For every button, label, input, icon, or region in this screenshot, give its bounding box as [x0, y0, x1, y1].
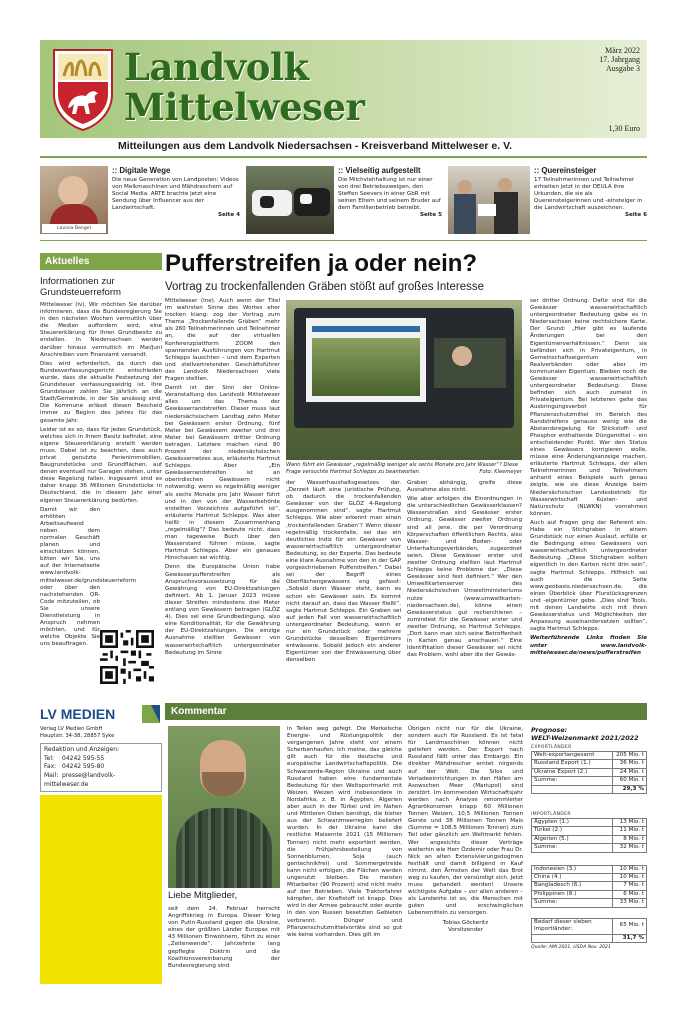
price: 1,30 Euro: [608, 124, 640, 133]
table-row: [532, 819, 647, 827]
brand-line-2: Mittelweser: [124, 85, 365, 129]
need-table: [531, 918, 647, 943]
teaser-title: :: Vielseitig aufgestellt: [338, 166, 421, 175]
issue-number: Ausgabe 3: [606, 64, 640, 73]
kommentar-signature: [408, 920, 523, 934]
row-label: Philippinen (8.): [532, 890, 613, 898]
row-value: 205 Mio. t: [613, 752, 647, 760]
issue-info: [560, 46, 640, 73]
row-label: [532, 934, 613, 942]
kommentar-paragraph: seit dem 24. Februar herrscht Angriffskrieg in Europa. Dieser Krieg von Putin-Russland gegen die Ukraine, eines der größten Länder Europas mit 43 Millionen Einwohnern, führt zu einer „Zeitenwende“. Jahrzehnte lang gepflegte Doktrin und die Koalitionsvereinbarung der Bundesregierung sind: [168, 906, 280, 969]
brand-line-1: Landvolk: [124, 45, 309, 89]
lv-medien-contact: [40, 743, 162, 792]
aktuelles-title: Informationen zur Grundsteuerreform: [40, 276, 122, 298]
row-value: 8 Mio. t: [613, 835, 647, 843]
table-row: [532, 760, 647, 768]
tel-label: Tel:: [44, 754, 55, 762]
teaser-page: Seite 4: [217, 212, 240, 218]
kommentar-column-1: [168, 906, 280, 972]
row-label: Summe:: [532, 777, 613, 785]
aktuelles-paragraph: Mittelweser (lv). Wir möchten Sie darüber informieren, dass die Bundesregierung Sie in den nächsten Wochen vermutlich über die Medien auffordern wird, eine Steuererklärung für Ihren Grundbesitz zu erstellen. In Niedersachsen werden darüber hinaus vermutlich im Mai/Juni Anschreiben vom Finanzamt versandt.: [40, 302, 162, 358]
importers-table-2: [531, 865, 647, 908]
row-value: 10 Mio. t: [613, 865, 647, 873]
prognose-source: Quelle: AMI 2021, USDA Nov. 2021: [531, 944, 611, 950]
yellow-ad-space: [40, 795, 162, 984]
table-row: [532, 844, 647, 852]
row-value: 36 Mio. t: [613, 760, 647, 768]
aktuelles-paragraph: Damit wir den erhöhten Arbeitsaufwand neben dem normalen Geschäft planen und einschätzen können, bitten wir Sie, uns auf der Internetseite www.landvolk-mittelweser.de/grundsteuerreform oder über den nachstehenden QR-Code mitzuteilen, ob Sie unsere Dienstleistung in Anspruch nehmen möchten, und für welche Objekte Sie uns beauftragen.: [40, 506, 137, 648]
row-value: 33 Mio. t: [613, 899, 647, 907]
issue-year: 17. Jahrgang: [599, 55, 640, 64]
table-row: [532, 768, 647, 776]
table-row: [532, 865, 647, 873]
row-label: Algerien (5.): [532, 835, 613, 843]
kommentar-paragraph: in Teilen weg gefegt. Die Merkelsche Energie- und Rüstungspolitik der vergangenen Jahre steht vor einem Scherbenhaufen. Ich meine, das gleiche gilt auch für die deutsche und europäische Landwirtschaftspolitik. Die Schwarzerde-Region Ukraine und auch Russland haben eine fundamentale Bedeutung für den Weltsportmarkt mit Weizen. Weizen wird insbesondere in Nordafrika, z. B. in Ägypten, Algerien aber auch in der Türkei und im Nahen und Mittleren Osten benötigt, die bisher aus der Schwarzmeerregion beliefert wurden. In der Ukraine kann die restliche Maisernte 2021 (15 Millionen Tonnen) nicht mehr exportiert werden, die Frühjahrsbestellung von Sonnenblumen, Soja (auch gentechnikfrei) und Sommergetreide kann nicht erfolgen, die Flächen werden ungenutzt bleiben. Die meisten Mitarbeiter (90 Prozent) sind nicht mehr auf den Betrieben. Viele Traktorfahrer kämpfen, der Kraftstoff ist knapp. Dies wird in der Armee gebraucht oder wurde in den von Russen besetzten Gebieten verbrannt. Dünger und Pflanzenschutzmittelvorräte sind so gut wie keine vorhanden. Dies gilt im: [287, 726, 402, 938]
row-label: Ukraine Export (2.): [532, 768, 613, 776]
row-label: Indonesien (3.): [532, 865, 613, 873]
teaser-quereinsteiger[interactable]: [448, 166, 647, 234]
issue-month: März 2022: [605, 46, 640, 55]
fax-value: 04242 595-80: [62, 763, 105, 771]
table-row: [532, 835, 647, 843]
lead-paragraph: Wie aber erfolgen die Einordnungen in die unterschiedlichen Gewässerklassen? Wasserstraßen sind Gewässer erster Ordnung. Gewässer zweiter Ordnung sind all jene, die per Verordnung Körperschaften öffentlichen Rechts, also Wasser- und Boden- oder Unterhaltungsverbänden, zugeordnet seien. Diese Gewässer erster und zweiter Ordnung stellten laut Hartmut Schlepps keine Probleme dar: „Diese Gewässer sind fest definiert.“ Wer den Umweltkartenserver des Niedersächsischen Umweltministeriums nutze (www.umweltkarten-niedersachsen.de), könne einen Gewässerstatus gut recherchieren – zumindest für die Gewässer erster und zweiter Ordnung, so Hartmut Schlepps. „Dort kann man sich seine Betroffenheit in Karten genau anschauen.“ Eine Identifikation dieser Gewässer sei nicht das Problem, wohl aber die der Gewäs-: [407, 496, 522, 659]
kommentar-header: Kommentar: [165, 703, 647, 720]
table-row: [532, 785, 647, 793]
aktuelles-header: Aktuelles: [40, 253, 162, 270]
teaser-photo: [246, 166, 334, 234]
teaser-text: Die Milchviehhaltung ist nur einer von drei Betriebszweigen, den Steffen Seevers in einer GbR mit seinen Eltern und seinem Bruder auf dem Familienbetrieb betreibt.: [338, 177, 441, 211]
kommentar-greeting: Liebe Mitglieder,: [168, 890, 238, 901]
photo-credit: Foto: Kleemeyer: [479, 468, 522, 475]
prognose-subtitle: WELT-Weizenmarkt 2021/2022: [531, 734, 639, 742]
kommentar-column-3: [408, 726, 523, 934]
teaser-digitale-wege[interactable]: [40, 166, 240, 234]
row-label: Welt-exportangesamt: [532, 752, 613, 760]
divider: [40, 156, 647, 158]
row-label: Russland Export (1.): [532, 760, 613, 768]
table-row: [532, 899, 647, 907]
lead-subheadline: Vortrag zu trockenfallenden Gräben stößt auf großes Interesse: [165, 281, 484, 293]
teaser-text: Die neue Generation von Landposten: Videos von Melkmaschinen und Mähdreschern auf Social Media. ARTE brachte jetzt eine Sendung über Influencer aus der Landwirtschaft.: [112, 177, 239, 211]
fax-label: Fax:: [44, 763, 57, 771]
table-row: [532, 890, 647, 898]
lead-paragraph: Weiterführende Links finden Sie unter www.landvolk-mittelweser.de/news/pufferstreifen: [530, 635, 647, 656]
teaser-title: :: Digitale Wege: [112, 166, 171, 175]
author-portrait: [168, 726, 280, 888]
divider: [40, 240, 647, 241]
aktuelles-paragraph: Leider ist es so, dass für jedes Grundstück, welches sich in Ihrem Besitz befindet, eine eigene Steuererklärung erstellt werden muss. Dabei ist zu beachten, dass auch privat genutzte Ferienimmobilien, Baugrundstücke und Grundflächen, auf denen eventuell nur Garagen stehen, unter diese Regelung fallen. Insgesamt sind es daher knapp 36 Millionen Grundstücke in Deutschland, die in diesem Jahr einer eigenen Steuererklärung bedürfen.: [40, 426, 162, 504]
prognose-title: Prognose:: [531, 726, 568, 734]
table-row: [532, 874, 647, 882]
lv-medien-emblem-icon: [140, 703, 162, 725]
row-value: 6 Mio. t: [613, 890, 647, 898]
row-value: 65 Mio. t: [613, 918, 647, 934]
table-row: [532, 918, 647, 934]
teaser-photo-caption: Lavinia Bengel: [42, 224, 106, 233]
row-value: 24 Mio. t: [613, 768, 647, 776]
teaser-title: :: Quereinsteiger: [534, 166, 597, 175]
teaser-text: 17 Teilnehmerinnen und Teilnehmer erhielten jetzt in der DEULA ihre Urkunden, die sie als Quereinsteigerinnen und -einsteiger in die Landwirtschaft auszeichnen.: [534, 177, 643, 211]
row-label: Bangladesch (6.): [532, 882, 613, 890]
table-row: [532, 827, 647, 835]
laptop-screen: [294, 308, 514, 428]
lead-paragraph: Damit ist der Sinn der Online-Veranstaltung des Landvolk Mittelweser alles um das Thema der Gewässerrandstreifen. Dieser muss laut niedersächsischem Landtag zehn Meter bei Gewässern erster Ordnung, fünf Meter bei Gewässern zweiter und drei Meter bei Gewässern dritter Ordnung betragen. Letztere machen rund 80 Prozent der niedersächsischen Gewässernetzes aus, erläuterte Hartmut Schlepps. Aber „Ein Gewässerrandstreifen ist an oberirdischen Gewässern nicht notwendig, wenn es regelmäßig weniger als sechs Monate pro Jahr Wasser führt und in den von der Wasserbehörde erstellten Verzeichnis aufgeführt ist“, erläuterte Hartmut Schlepps. Was aber heißt in diesem Zusammenhang „regelmäßig“? Das bedeute nicht, dass man tageweise Buch über den Wasserstand führen müsse, sagte Hartmut Schlepps. Aber ein genaues Hinschauen sei wichtig.: [165, 385, 280, 562]
table-row: [532, 882, 647, 890]
row-value: 32 Mio. t: [613, 844, 647, 852]
aktuelles-column: [40, 272, 162, 692]
table-row: [532, 777, 647, 785]
row-label: [532, 785, 613, 793]
table-row: [532, 934, 647, 942]
teaser-photo: [40, 166, 108, 234]
row-label: Summe:: [532, 844, 613, 852]
signature-name: Tobias Göckeritz: [442, 919, 489, 926]
row-label: Bedarf dieser sieben Importländer:: [532, 918, 613, 934]
row-label: China (4.): [532, 874, 613, 882]
lead-headline: Pufferstreifen ja oder nein?: [165, 250, 478, 277]
photo-caption-text: Wann führt ein Gewässer „regelmäßig weniger als sechs Monate pro Jahr Wasser“? Diese Frage versuchte Hartmut Schlepps zu beantworten.: [286, 462, 519, 475]
masthead-subtitle: Mitteilungen aus dem Landvolk Niedersachsen - Kreisverband Mittelweser e. V.: [118, 140, 513, 152]
row-label: Ägypten (1.): [532, 819, 613, 827]
lead-paragraph: der Wasserhaushaltsgesetzes dar. „Derzeit läuft eine juristische Prüfung, ob dadurch die trockenfallenden Gewässer von der GLÖZ 4-Regelung ausgenommen sind“, sagte Hartmut Schlepps. Wie aber erkennt man einen ‚trockenfallenden Graben‘? Wenn dieser regelmäßig trockenfalle, sei das ein deutliches Indiz für ein Gewässer von wasserwirtschaftlich untergeordneter Bedeutung, so der Experte. Das bedeute eine klare Ausnahme von den in der GAP vorgeschriebenen Pufferstreifen.“ Dabei sei der Begriff eines Oberflächengewässers eng gefasst: „Sobald dann Wasser steht, kann es schon ein Gewässer sein. Es kommt nicht darauf an, dass das Wasser fließt“, sagte Hartmut Schlepps. Ein Graben sei auf jeden Fall von wasserwirtschaftlich untergeordneter Bedeutung, wenn er nur ein Grundstück oder mehrere Grundstücke desselben Eigentümers entwässere. Sobald jedoch ein anderer Eigentümer von der Entwässerung über denselben: [286, 480, 401, 664]
kommentar-column-2: [287, 726, 402, 941]
mail-label: Mail:: [44, 771, 59, 779]
lv-medien-address: Hauptstr. 34-38, 28857 Syke: [40, 732, 115, 739]
lead-paragraph: Denn die Europäische Union habe Gewässerpufferstreifen als Anspruchsvoraussetzung für die Gewährung von EU-Direktzahlungen definiert. Ab 1. Januar 2023 müsse dieser Streifen mindestens drei Meter entlang von Gewässern betragen (GLÖZ 4). Dies sei eine Grundbedingung, also eine Konditionalität, für die Gewährung der EU-Direktzahlungen. Die einzige Ausnahme stellten Gewässer von wasserwirtschaftlich untergeordneter Bedeutung im Sinne: [165, 564, 280, 656]
row-value: 13 Mio. t: [613, 819, 647, 827]
lead-column-4: [530, 298, 647, 659]
lv-medien-logo: LV MEDIEN: [40, 706, 116, 722]
lead-photo-zoom-meeting: [286, 300, 522, 460]
aktuelles-paragraph: Dies wird erforderlich, da durch das Bundesverfassungsgericht entschieden wurde, dass die aktuelle Festsetzung der Grundsteuer verfassungswidrig ist. Ihre Grundsteuer zahlen Sie jährlich an die Stadt/Gemeinde, in der Sie ansässig sind. Die Kommune erlässt diesen Bescheid immer zu Beginn des Jahres für das gesamte Jahr.: [40, 360, 162, 424]
importers-label: IMPORTLÄNDER: [531, 812, 571, 818]
exporters-label: EXPORTLÄNDER: [531, 745, 572, 750]
lv-medien-company: Verlag LV Medien GmbH: [40, 726, 103, 732]
prognose-box: [531, 726, 647, 950]
row-value: 7 Mio. t: [613, 882, 647, 890]
lead-photo-caption: [286, 462, 522, 475]
lead-paragraph: ser dritter Ordnung. Dafür sind für die Gewässer wasserwirtschaftlich untergeordneter Bedeutung gebe es in Niedersachsen keine rechtsichere Karte. Der Grund: „Hier gibt es laufende Änderungen bei den Eigentümerverhältnissen.“ Denn sie befänden sich in Privateigentum, in Gemeinschaftseigentum von Realverbänden oder aber im kommunalen Eigentum. Bleiben noch die Gewässer wasserwirtschaftlich untergeordneter Bedeutung: Diese befinden sich auch zumeist in Privateigentum. Bei letzteren gelte das Ausbringungsverbot für Pflanzenschutzmittel im Bereich des Randstreifens genauso wenig wie die Abstandsregelung für Stickstoff- und Phosphor enthaltende Düngemittel – ein entscheidender Punkt. Wer den Status eines Gewässers korrigieren wolle, müsse eine Änderungsanzeige machen, erläuterte Hartmut Schlepps, der allen Teilnehmerinnen und Teilnehmern anhand eines Beispiels auch genau zeigte, wie sie diese Anzeige beim Niedersächsischen Landesbetrieb für Wasserwirtschaft Küsten- und Naturschutz (NLWKN) vornehmen können.: [530, 298, 647, 517]
row-value: 10 Mio. t: [613, 874, 647, 882]
landvolk-horse-shield-logo: [50, 46, 116, 132]
row-label: Summe:: [532, 899, 613, 907]
teaser-photo: [448, 166, 530, 234]
mail-value[interactable]: presse@landvolk-mittelweser.de: [44, 771, 116, 788]
lead-paragraph: Auch auf Fragen ging der Referent ein. Habe ein Stichgraben in einem Grundstück nur einen Auslauf, erfülle er die Bedingung eines Gewässers von wasserwirtschaftlich untergeordneter Bedeutung. „Diese Stichgraben sollten eigentlich in den Karten nicht drin sein“, sagte Hartmut Schlepps. Hilfreich sei auch die Seite www.geobasis.niedersachsen.de, die einen Überblick über Flurstücksgrenzen und -eigentümer gebe. „Dies sind Tools, mit denen Landwirte sich mit ihren Gewässerstatus und Möglichkeiten der Anpassung auseinandersetzen sollten“, sagte Hartmut Schlepps.: [530, 519, 647, 633]
lead-paragraph: Mittelweser (lne). Auch wenn der Titel im wahrsten Sinne des Wortes eher trocken klang: zog der Vortrag zum Thema „Trockenfallende Gräben“ mehr als 260 Teilnehmerinnen und Teilnehmer an, die auf der virtuellen Konferenzplattform ZOOM den spannenden Ausführungen von Hartmut Schlepps lauschten – und dem Experten und stellvertretenden Geschäftsführer des Landvolk Niedersachsen viele Fragen stellten.: [165, 298, 280, 383]
row-label: Türkei (2.): [532, 827, 613, 835]
lead-column-1: [165, 298, 280, 659]
table-row: [532, 752, 647, 760]
lead-column-3: [407, 480, 522, 661]
row-value: 29,3 %: [613, 785, 647, 793]
teaser-page: Seite 6: [624, 212, 647, 218]
qr-code-icon[interactable]: [100, 630, 154, 684]
row-value: 31,7 %: [613, 934, 647, 942]
teaser-page: Seite 5: [419, 212, 442, 218]
kommentar-paragraph: Übrigen nicht nur für die Ukraine, sondern auch für Russland. Es ist fatal für Landmaschinen können nicht geliefert werden. Der Export nach Russland fällt unter das Embargo. Ein direkter Mähdrescher erntet nirgends auf der Welt. Die Silos und Verladeeinrichtungen in den Häfen am Asowschen Meer (Mariupol) sind zerstört. Im kommenden Wirtschaftsjahr werden nach Analyse renommierter Agrarökonomen knapp 60 Millionen Tonnen Weizen, 10,5 Millionen Tonnen Gerste und 38 Millionen Tonnen Mais (Summe = 108,5 Millionen Tonnen) zum Teil oder gänzlich am Weltmarkt fehlen. Wer angesichts dieser Verträge weiterhin wie Herr Özdemir oder Frau Dr. Nick an alten Extensivierungsdogmen festhält und damit billigend in Kauf nimmt, den Ärmsten der Welt das Brot weg zu kaufen, der versündigt sich. Jetzt muss gehandelt werden! Unsere wichtigste Aufgabe – vor allen anderen – als Landwirte ist es, die Menschen mit guten und erschwinglichen Lebensmitteln zu versorgen.: [408, 726, 523, 917]
teaser-vielseitig[interactable]: [246, 166, 442, 234]
row-value: 60 Mio. t: [613, 777, 647, 785]
lead-paragraph: Graben abhängig, greife diese Ausnahme also nicht.: [407, 480, 522, 494]
tel-value[interactable]: 04242 595-55: [62, 754, 105, 762]
lv-medien-box: [40, 703, 162, 788]
contact-header: Redaktion und Anzeigen:: [44, 746, 120, 754]
row-value: 11 Mio. t: [613, 827, 647, 835]
lead-column-2: [286, 480, 401, 666]
signature-role: Vorsitzender: [448, 926, 483, 933]
exporters-table: [531, 751, 647, 794]
importers-table-1: [531, 818, 647, 853]
